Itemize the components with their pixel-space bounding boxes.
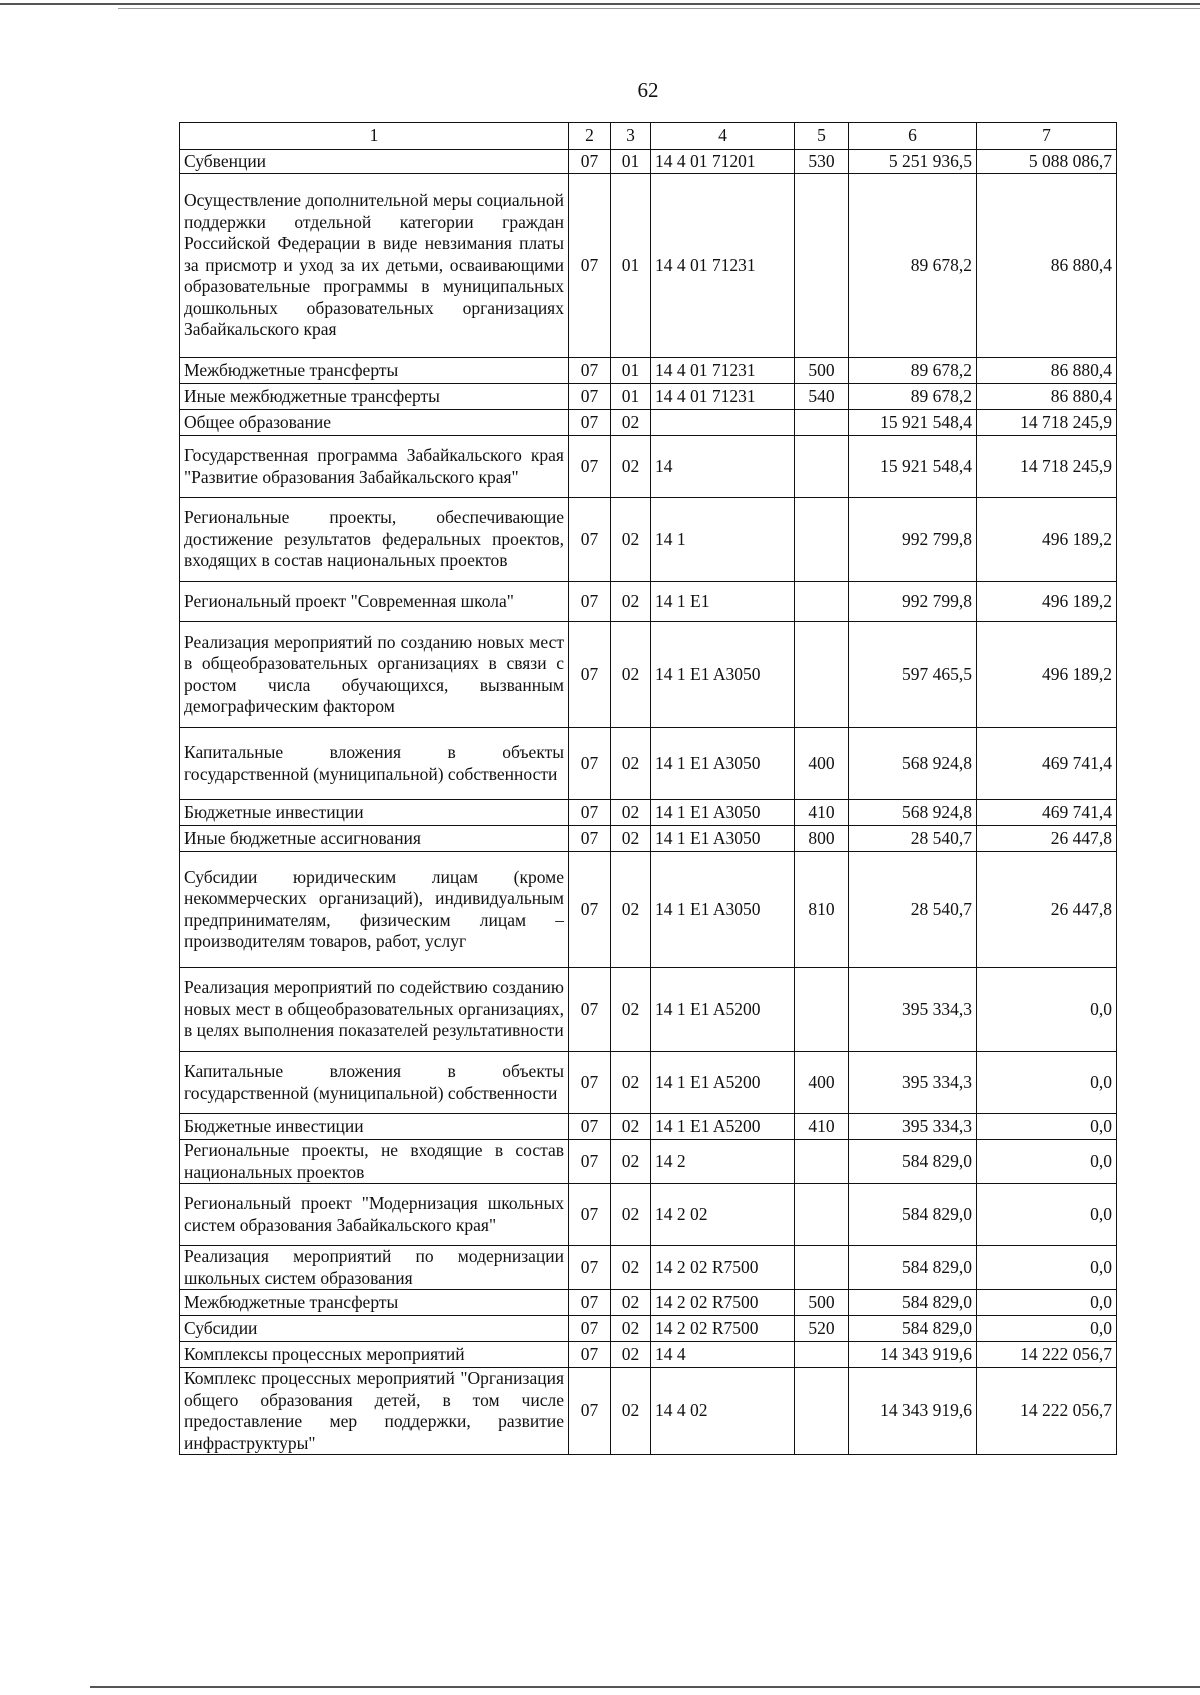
row-col-4: 14 1 E1 A5200: [651, 1052, 795, 1114]
row-col-4: 14 4: [651, 1342, 795, 1368]
row-col-5: 400: [795, 1052, 849, 1114]
row-name: Субсидии: [180, 1316, 569, 1342]
row-col-4: 14 1 E1 A3050: [651, 852, 795, 968]
row-col-6: 568 924,8: [849, 728, 977, 800]
row-name: Капитальные вложения в объекты государственной (муниципальной) собственности: [180, 1052, 569, 1114]
row-col-6: 15 921 548,4: [849, 436, 977, 498]
row-col-5: [795, 582, 849, 622]
row-col-5: [795, 968, 849, 1052]
row-col-3: 01: [611, 174, 651, 358]
row-col-6: 568 924,8: [849, 800, 977, 826]
row-col-7: 0,0: [977, 1184, 1117, 1246]
row-col-7: 496 189,2: [977, 622, 1117, 728]
row-col-5: [795, 1246, 849, 1290]
table-row: [180, 358, 1117, 384]
table-row: [180, 852, 1117, 968]
row-col-7: 0,0: [977, 1290, 1117, 1316]
row-col-5: 500: [795, 358, 849, 384]
row-col-5: 500: [795, 1290, 849, 1316]
row-col-5: 540: [795, 384, 849, 410]
row-col-3: 02: [611, 410, 651, 436]
table-body: [180, 150, 1117, 1455]
table-row: [180, 968, 1117, 1052]
table-row: [180, 1342, 1117, 1368]
row-col-5: 800: [795, 826, 849, 852]
table-row: [180, 622, 1117, 728]
page-number: 62: [637, 78, 659, 102]
row-name: Субсидии юридическим лицам (кроме некоммерческих организаций), индивидуальным предпринимателям, физическим лицам – производителям товаров, работ, услуг: [180, 852, 569, 968]
row-name: Государственная программа Забайкальского края "Развитие образования Забайкальского края": [180, 436, 569, 498]
row-col-2: 07: [569, 1290, 611, 1316]
row-name: Региональные проекты, обеспечивающие достижение результатов федеральных проектов, входящих в состав национальных проектов: [180, 498, 569, 582]
row-col-2: 07: [569, 384, 611, 410]
row-col-4: 14 1 E1: [651, 582, 795, 622]
row-col-3: 02: [611, 498, 651, 582]
row-col-5: 530: [795, 150, 849, 174]
row-col-4: 14 1 E1 A3050: [651, 826, 795, 852]
row-col-7: 14 222 056,7: [977, 1368, 1117, 1455]
header-col-5: 5: [795, 123, 849, 150]
row-col-7: 26 447,8: [977, 852, 1117, 968]
header-row: [180, 123, 1117, 150]
table-row: [180, 384, 1117, 410]
row-col-4: 14 1 E1 A3050: [651, 728, 795, 800]
row-col-7: 0,0: [977, 1114, 1117, 1140]
row-name: Комплекс процессных мероприятий "Организация общего образования детей, в том числе предоставление мер поддержки, развитие инфраструктуры": [180, 1368, 569, 1455]
row-col-6: 395 334,3: [849, 1114, 977, 1140]
row-col-3: 02: [611, 1368, 651, 1455]
scan-edge-top: [0, 3, 1200, 5]
table-row: [180, 498, 1117, 582]
header-col-3: 3: [611, 123, 651, 150]
row-col-4: 14 2 02: [651, 1184, 795, 1246]
row-col-6: 584 829,0: [849, 1246, 977, 1290]
row-name: Региональные проекты, не входящие в состав национальных проектов: [180, 1140, 569, 1184]
table-row: [180, 1052, 1117, 1114]
row-col-7: 469 741,4: [977, 800, 1117, 826]
row-col-6: 89 678,2: [849, 358, 977, 384]
table-row: [180, 800, 1117, 826]
row-col-3: 02: [611, 582, 651, 622]
row-col-7: 0,0: [977, 968, 1117, 1052]
row-col-4: 14 2 02 R7500: [651, 1246, 795, 1290]
row-col-3: 02: [611, 1140, 651, 1184]
row-col-5: [795, 1368, 849, 1455]
table-row: [180, 1140, 1117, 1184]
row-col-4: [651, 410, 795, 436]
row-col-2: 07: [569, 1246, 611, 1290]
row-col-3: 02: [611, 1290, 651, 1316]
row-col-6: 28 540,7: [849, 826, 977, 852]
row-col-5: [795, 436, 849, 498]
row-col-5: [795, 1342, 849, 1368]
row-col-2: 07: [569, 1052, 611, 1114]
row-col-4: 14 4 02: [651, 1368, 795, 1455]
row-name: Иные межбюджетные трансферты: [180, 384, 569, 410]
table-row: [180, 1368, 1117, 1455]
row-col-6: 28 540,7: [849, 852, 977, 968]
row-col-2: 07: [569, 1140, 611, 1184]
row-col-7: 86 880,4: [977, 384, 1117, 410]
row-col-3: 02: [611, 852, 651, 968]
row-name: Реализация мероприятий по созданию новых мест в общеобразовательных организациях в связи с ростом числа обучающихся, вызванным демографическим фактором: [180, 622, 569, 728]
row-col-6: 14 343 919,6: [849, 1368, 977, 1455]
row-name: Межбюджетные трансферты: [180, 358, 569, 384]
row-col-7: 0,0: [977, 1316, 1117, 1342]
row-name: Субвенции: [180, 150, 569, 174]
row-col-2: 07: [569, 1342, 611, 1368]
row-col-6: 992 799,8: [849, 582, 977, 622]
row-col-7: 14 718 245,9: [977, 410, 1117, 436]
row-name: Межбюджетные трансферты: [180, 1290, 569, 1316]
header-col-4: 4: [651, 123, 795, 150]
row-col-2: 07: [569, 498, 611, 582]
row-col-4: 14 4 01 71231: [651, 174, 795, 358]
row-col-2: 07: [569, 582, 611, 622]
row-col-3: 02: [611, 800, 651, 826]
row-col-7: 0,0: [977, 1052, 1117, 1114]
row-col-3: 02: [611, 1316, 651, 1342]
row-name: Бюджетные инвестиции: [180, 800, 569, 826]
row-col-2: 07: [569, 1368, 611, 1455]
row-col-2: 07: [569, 852, 611, 968]
row-col-4: 14 2: [651, 1140, 795, 1184]
row-col-7: 496 189,2: [977, 582, 1117, 622]
row-col-2: 07: [569, 1114, 611, 1140]
row-col-2: 07: [569, 174, 611, 358]
scan-edge-top-inner: [118, 8, 1200, 9]
row-name: Региональный проект "Современная школа": [180, 582, 569, 622]
row-col-6: 395 334,3: [849, 1052, 977, 1114]
row-col-4: 14: [651, 436, 795, 498]
row-col-6: 584 829,0: [849, 1184, 977, 1246]
row-col-7: 86 880,4: [977, 174, 1117, 358]
row-col-3: 02: [611, 1114, 651, 1140]
row-col-7: 14 718 245,9: [977, 436, 1117, 498]
row-name: Общее образование: [180, 410, 569, 436]
row-col-7: 26 447,8: [977, 826, 1117, 852]
row-col-5: 410: [795, 1114, 849, 1140]
row-col-6: 395 334,3: [849, 968, 977, 1052]
row-name: Капитальные вложения в объекты государственной (муниципальной) собственности: [180, 728, 569, 800]
row-col-3: 02: [611, 436, 651, 498]
header-col-2: 2: [569, 123, 611, 150]
row-col-2: 07: [569, 826, 611, 852]
row-col-7: 5 088 086,7: [977, 150, 1117, 174]
table-row: [180, 1246, 1117, 1290]
row-col-7: 496 189,2: [977, 498, 1117, 582]
row-col-3: 02: [611, 1052, 651, 1114]
row-col-7: 469 741,4: [977, 728, 1117, 800]
row-col-6: 14 343 919,6: [849, 1342, 977, 1368]
row-col-2: 07: [569, 728, 611, 800]
budget-table: [179, 122, 1117, 1455]
table-row: [180, 410, 1117, 436]
row-col-6: 584 829,0: [849, 1140, 977, 1184]
row-col-3: 01: [611, 150, 651, 174]
row-col-4: 14 4 01 71201: [651, 150, 795, 174]
table-row: [180, 582, 1117, 622]
row-col-2: 07: [569, 968, 611, 1052]
header-col-1: 1: [180, 123, 569, 150]
row-col-2: 07: [569, 800, 611, 826]
row-col-6: 15 921 548,4: [849, 410, 977, 436]
row-col-7: 0,0: [977, 1246, 1117, 1290]
row-col-3: 01: [611, 384, 651, 410]
row-col-5: [795, 622, 849, 728]
row-col-5: [795, 174, 849, 358]
row-col-2: 07: [569, 358, 611, 384]
row-col-3: 02: [611, 1246, 651, 1290]
table-row: [180, 728, 1117, 800]
row-col-7: 14 222 056,7: [977, 1342, 1117, 1368]
table-row: [180, 1316, 1117, 1342]
row-col-4: 14 1 E1 A5200: [651, 968, 795, 1052]
row-col-5: 400: [795, 728, 849, 800]
row-col-2: 07: [569, 150, 611, 174]
row-col-3: 02: [611, 728, 651, 800]
header-col-6: 6: [849, 123, 977, 150]
row-col-3: 02: [611, 622, 651, 728]
row-col-2: 07: [569, 622, 611, 728]
row-col-4: 14 4 01 71231: [651, 384, 795, 410]
header-col-7: 7: [977, 123, 1117, 150]
row-col-5: [795, 410, 849, 436]
row-col-4: 14 2 02 R7500: [651, 1316, 795, 1342]
scan-edge-bottom: [90, 1686, 1200, 1688]
row-col-4: 14 1 E1 A5200: [651, 1114, 795, 1140]
row-col-3: 02: [611, 968, 651, 1052]
table-row: [180, 826, 1117, 852]
row-col-7: 0,0: [977, 1140, 1117, 1184]
row-col-5: 520: [795, 1316, 849, 1342]
row-col-2: 07: [569, 1316, 611, 1342]
row-col-2: 07: [569, 1184, 611, 1246]
row-col-6: 5 251 936,5: [849, 150, 977, 174]
row-col-2: 07: [569, 436, 611, 498]
row-col-6: 584 829,0: [849, 1316, 977, 1342]
table-row: [180, 1184, 1117, 1246]
table-row: [180, 150, 1117, 174]
row-col-5: [795, 498, 849, 582]
row-col-6: 584 829,0: [849, 1290, 977, 1316]
table-row: [180, 1114, 1117, 1140]
row-col-4: 14 1 E1 A3050: [651, 800, 795, 826]
row-col-5: 410: [795, 800, 849, 826]
table-row: [180, 174, 1117, 358]
row-col-6: 597 465,5: [849, 622, 977, 728]
row-col-4: 14 1 E1 A3050: [651, 622, 795, 728]
row-col-7: 86 880,4: [977, 358, 1117, 384]
row-name: Реализация мероприятий по модернизации школьных систем образования: [180, 1246, 569, 1290]
row-col-6: 89 678,2: [849, 384, 977, 410]
row-name: Иные бюджетные ассигнования: [180, 826, 569, 852]
row-col-3: 02: [611, 1184, 651, 1246]
row-col-5: 810: [795, 852, 849, 968]
row-col-3: 01: [611, 358, 651, 384]
row-col-6: 992 799,8: [849, 498, 977, 582]
row-col-3: 02: [611, 826, 651, 852]
row-col-5: [795, 1184, 849, 1246]
row-col-5: [795, 1140, 849, 1184]
row-name: Комплексы процессных мероприятий: [180, 1342, 569, 1368]
table-row: [180, 436, 1117, 498]
row-name: Реализация мероприятий по содействию созданию новых мест в общеобразовательных организациях, в целях выполнения показателей результативности: [180, 968, 569, 1052]
table-row: [180, 1290, 1117, 1316]
row-col-2: 07: [569, 410, 611, 436]
row-name: Региональный проект "Модернизация школьных систем образования Забайкальского края": [180, 1184, 569, 1246]
row-col-3: 02: [611, 1342, 651, 1368]
row-col-6: 89 678,2: [849, 174, 977, 358]
row-name: Бюджетные инвестиции: [180, 1114, 569, 1140]
row-col-4: 14 1: [651, 498, 795, 582]
row-col-4: 14 4 01 71231: [651, 358, 795, 384]
row-name: Осуществление дополнительной меры социальной поддержки отдельной категории граждан Российской Федерации в виде невзимания платы за присмотр и уход за их детьми, осваивающими образовательные программы в муниципальных дошкольных образовательных организациях Забайкальского края: [180, 174, 569, 358]
row-col-4: 14 2 02 R7500: [651, 1290, 795, 1316]
